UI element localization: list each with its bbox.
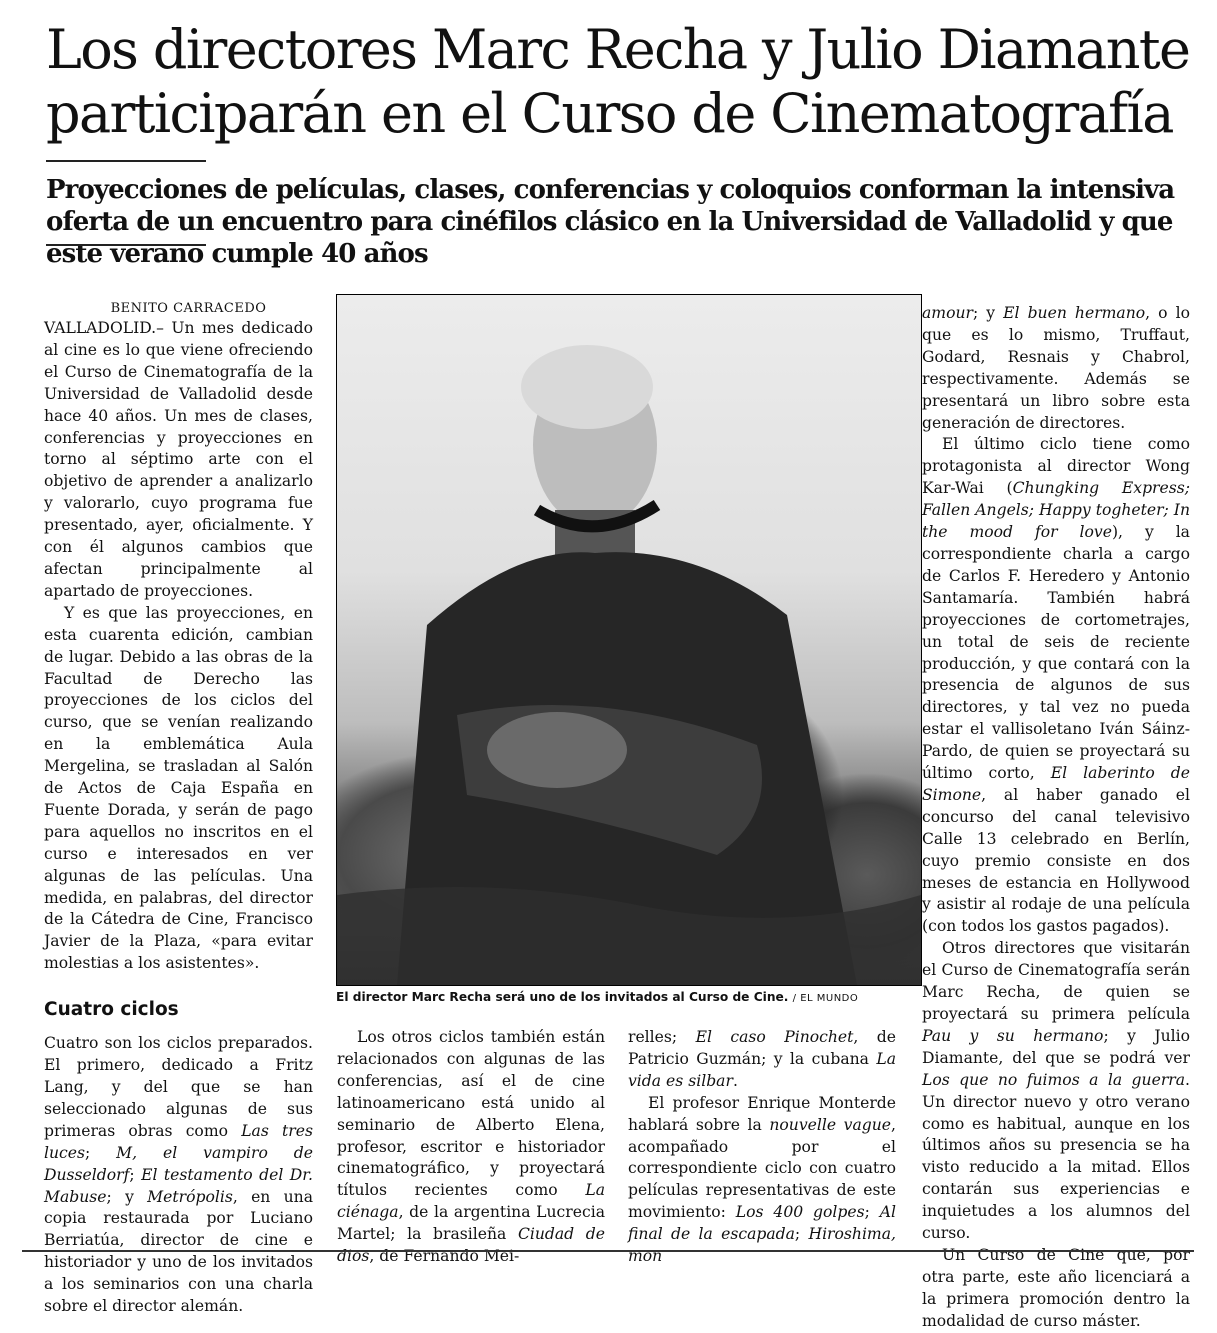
article-column-4: [922, 303, 1190, 1333]
film-title: La vida es silbar: [628, 1049, 896, 1090]
film-title: El buen hermano: [1003, 304, 1146, 322]
paragraph: VALLADOLID.– Un mes dedicado al cine es lo que viene ofreciendo el Curso de Cinematografía de la Universidad de Valladolid desde hace 40 años. Un mes de clases, conferencias y proyecciones en torno al séptimo arte con el objetivo de aprender a analizarlo y valorarlo, cuyo programa fue presentado, ayer, oficialmente. Y con él algunos cambios que afectan principalmente al apartado de proyecciones.: [44, 319, 313, 600]
film-title: La ciénaga: [337, 1181, 605, 1222]
headline: Los directores Marc Recha y Julio Diamante participarán en el Curso de Cinematografía: [46, 18, 1190, 145]
paragraph: amour; y El buen hermano, o lo que es lo mismo, Truffaut, Godard, Resnais y Chabrol, respectivamente. Además se presentará un libro sobre esta generación de directores.: [922, 304, 1190, 432]
film-title: El laberinto de Simone: [922, 764, 1190, 804]
term: nouvelle vague: [769, 1115, 892, 1134]
subheadline-rule: [46, 244, 206, 246]
film-title: M, el vampiro de Dusseldorf: [44, 1143, 313, 1184]
film-title: Al final de la escapada: [628, 1203, 896, 1244]
article-column-3: [628, 1027, 896, 1268]
paragraph: relles; El caso Pinochet, de Patricio Guzmán; y la cubana La vida es silbar.: [628, 1028, 896, 1090]
subheadline: Proyecciones de películas, clases, conferencias y coloquios conforman la intensiva oferta de un encuentro para cinéfilos clásico en la Universidad de Valladolid y que este verano cumple 40 años: [46, 175, 1175, 269]
bottom-rule: [22, 1250, 1194, 1252]
portrait-illustration: [337, 295, 921, 985]
paragraph: Cuatro son los ciclos preparados. El primero, dedicado a Fritz Lang, y del que se han seleccionado algunas de sus primeras obras como Las tres luces; M, el vampiro de Dusseldorf; El testamento del Dr. Mabuse; y Metrópolis, en una copia restaurada por Luciano Berriatúa, director de cine e historiador y uno de los invitados a los seminarios con una charla sobre el director alemán.: [44, 1034, 314, 1316]
photo-credit: / EL MUNDO: [792, 993, 859, 1004]
article-column-1: [44, 300, 313, 1318]
film-title: Los que no fuimos a la guerra: [922, 1070, 1186, 1089]
byline: BENITO CARRACEDO: [110, 301, 267, 316]
paragraph: El profesor Enrique Monterde hablará sobre la nouvelle vague, acompañado por el correspondiente ciclo con cuatro películas representativas de este movimiento: Los 400 golpes; Al final de la escapada; Hiroshima, mon: [628, 1093, 896, 1266]
section-title: Cuatro ciclos: [44, 999, 179, 1021]
film-title: Chungking Express; Fallen Angels; Happy togheter; In the mood for love: [922, 479, 1190, 542]
film-title: Las tres luces: [44, 1121, 313, 1162]
film-title: Metrópolis: [147, 1187, 233, 1206]
film-title: Ciudad de dios: [337, 1225, 606, 1266]
headline-rule: [46, 160, 206, 162]
paragraph: Otros directores que visitarán el Curso de Cinematografía serán Marc Recha, de quien se proyectará su primera película Pau y su hermano; y Julio Diamante, del que se podrá ver Los que no fuimos a la guerra. Un director nuevo y otro verano como es habitual, aunque en los últimos años su presencia se ha visto reducido a la mitad. Ellos contarán sus experiencias e inquietudes a los alumnos del curso.: [922, 939, 1190, 1243]
paragraph: Los otros ciclos también están relacionados con algunas de las conferencias, así el de cine latinoamericano está unido al seminario de Alberto Elena, profesor, escritor e historiador cinematográfico, y proyectará títulos recientes como La ciénaga, de la argentina Lucrecia Martel; la brasileña Ciudad de dios, de Fernando Mei-: [337, 1028, 606, 1266]
film-title: El caso Pinochet: [695, 1028, 854, 1046]
paragraph: El último ciclo tiene como protagonista al director Wong Kar-Wai (Chungking Express; Fallen Angels; Happy togheter; In the mood for love), y la correspondiente charla a cargo de Carlos F. Heredero y Antonio Santamaría. También habrá proyecciones de cortometrajes, un total de seis de reciente producción, y que contará con la presencia de algunos de sus directores, y tal vez no pueda estar el vallisoletano Iván Sáinz-Pardo, de quien se proyectará su último corto, El laberinto de Simone, al haber ganado el concurso del canal televisivo Calle 13 celebrado en Berlín, cuyo premio consiste en dos meses de estancia en Hollywood y asistir al rodaje de una película (con todos los gastos pagados).: [922, 435, 1190, 936]
film-title: amour: [922, 304, 973, 322]
film-title: Pau y su hermano: [922, 1026, 1104, 1045]
film-title: Hiroshima, mon: [628, 1225, 896, 1266]
film-title: El testamento del Dr. Mabuse: [44, 1165, 313, 1206]
photo-caption: El director Marc Recha será uno de los invitados al Curso de Cine. / EL MUNDO: [336, 990, 859, 1004]
paragraph: Y es que las proyecciones, en esta cuarenta edición, cambian de lugar. Debido a las obras de la Facultad de Derecho las proyecciones de los ciclos del curso, que se venían realizando en la emblemática Aula Mergelina, se trasladan al Salón de Actos de Caja España en Fuente Dorada, y serán de pago para aquellos no inscritos en el curso e interesados en ver algunas de las películas. Una medida, en palabras, del director de la Cátedra de Cine, Francisco Javier de la Plaza, «para evitar molestias a los asistentes».: [44, 603, 313, 973]
film-title: Los 400 golpes: [735, 1203, 865, 1222]
paragraph: Un Curso de Cine que, por otra parte, este año licenciará a la primera promoción dentro la modalidad de curso máster.: [922, 1245, 1190, 1330]
article-photo: [336, 294, 922, 986]
article-column-2: [337, 1027, 605, 1268]
